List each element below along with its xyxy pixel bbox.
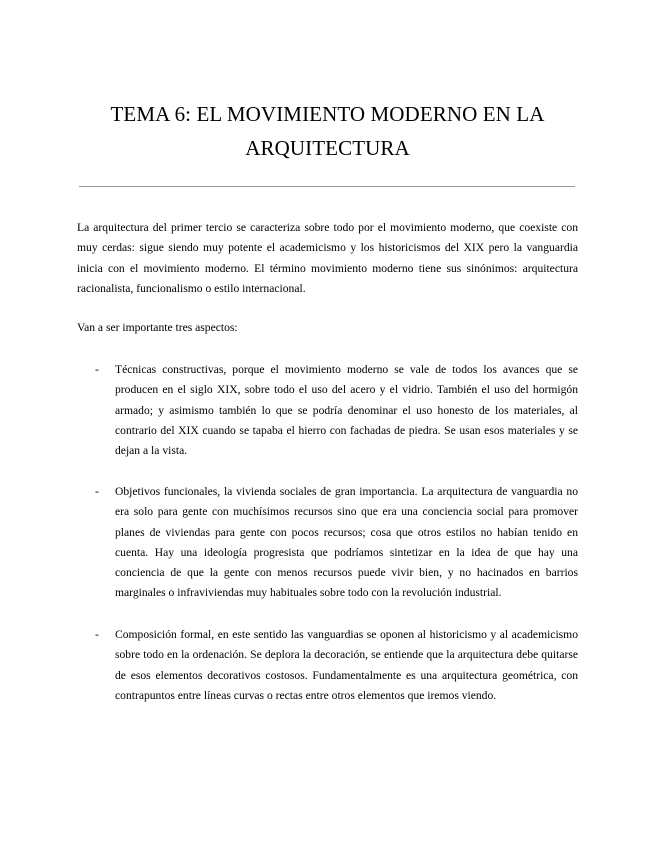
list-item-text: Composición formal, en este sentido las vanguardias se oponen al historicismo y al academicismo sobre todo en la ordenación. Se deplora la decoración, se entiende que la arquitectura debe quitarse de esos elementos decorativos costosos. Fundamentalmente es una arquitectura geométrica, con contrapuntos entre líneas curvas o rectas entre otros elementos que iremos viendo. — [115, 628, 578, 702]
bullet-marker: - — [95, 363, 99, 376]
list-item — [95, 360, 578, 461]
list-item — [95, 482, 578, 604]
bullet-marker: - — [95, 628, 99, 641]
bullet-marker: - — [95, 485, 99, 498]
title-divider — [79, 186, 575, 187]
aspects-intro-paragraph: Van a ser importante tres aspectos: — [77, 321, 238, 334]
list-item-text: Técnicas constructivas, porque el movimiento moderno se vale de todos los avances que se producen en el siglo XIX, sobre todo el uso del acero y el vidrio. También el uso del hormigón armado; y asimismo también lo que se podría denominar el uso honesto de los materiales, al contrario del XIX cuando se tapaba el hierro con fachadas de piedra. Se usan esos materiales y se dejan a la vista. — [115, 363, 578, 458]
intro-paragraph: La arquitectura del primer tercio se caracteriza sobre todo por el movimiento moderno, que coexiste con muy cerdas: sigue siendo muy potente el academicismo y los historicismos del XIX pero la vanguardia inicia con el movimiento moderno. El término movimiento moderno tiene sus sinónimos: arquitectura racionalista, funcionalismo o estilo internacional. — [77, 221, 578, 295]
list-item — [95, 625, 578, 706]
list-item-text: Objetivos funcionales, la vivienda sociales de gran importancia. La arquitectura de vanguardia no era solo para gente con muchísimos recursos sino que era una conciencia social para promover planes de viviendas para gente con pocos recursos; cosa que otros estilos no habían tenido en cuenta. Hay una ideología progresista que podríamos sintetizar en la idea de que hay una conciencia de que la gente con menos recursos puede vivir bien, y no hacinados en barrios marginales o infraviviendas muy habituales sobre todo con la revolución industrial. — [115, 485, 578, 600]
page-title: TEMA 6: EL MOVIMIENTO MODERNO EN LA ARQUITECTURA — [110, 102, 545, 160]
